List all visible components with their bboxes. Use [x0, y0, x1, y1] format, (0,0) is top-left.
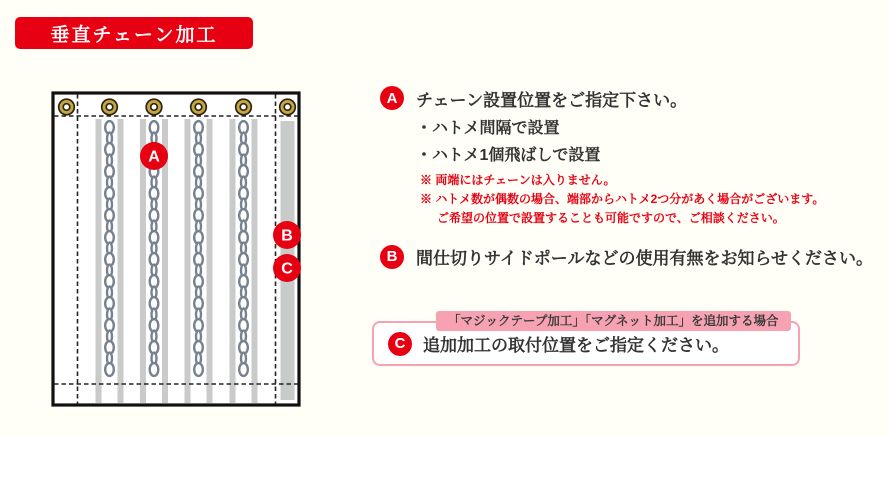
grommet-icon — [146, 99, 162, 115]
title-banner — [15, 17, 253, 49]
grommet-icon — [102, 99, 118, 115]
section-a-notes — [420, 171, 880, 228]
grommet-icon — [59, 99, 75, 115]
svg-text:B: B — [281, 227, 293, 245]
note-text: ※ ハトメ数が偶数の場合、端部からハトメ2つ分があく場合がございます。 — [420, 192, 825, 206]
annotation-section-a — [380, 86, 880, 228]
section-a-bullets — [416, 115, 880, 169]
chain-icon — [105, 121, 114, 376]
chain-icon — [194, 121, 203, 376]
note-text: ※ 両端にはチェーンは入りません。 — [420, 173, 616, 187]
bullet-item: ・ハトメ間隔で設置 — [416, 120, 560, 137]
grommet-icon — [191, 99, 207, 115]
svg-text:C: C — [281, 260, 293, 278]
curtain-outline — [53, 93, 299, 405]
section-c-heading: 追加加工の取付位置をご指定ください。 — [423, 336, 729, 355]
bullet-item: ・ハトメ1個飛ばしで設置 — [416, 147, 601, 164]
chain-icon — [239, 121, 248, 376]
section-b-heading: 間仕切りサイドポールなどの使用有無をお知らせください。 — [416, 249, 873, 268]
badge-a: A — [380, 86, 404, 110]
badge-c: C — [388, 332, 412, 356]
diagram-badge-a — [140, 142, 168, 170]
svg-text:A: A — [148, 148, 160, 166]
grommet-icon — [280, 99, 296, 115]
annotation-section-b — [380, 244, 873, 269]
section-c-tab-label: 「マジックテープ加工」「マグネット加工」を追加する場合 — [436, 311, 791, 331]
badge-b: B — [380, 245, 404, 269]
section-a-heading: チェーン設置位置をご指定下さい。 — [416, 90, 688, 110]
curtain-diagram — [50, 90, 302, 408]
diagram-badge-c — [273, 254, 301, 282]
grommet-icon — [236, 99, 252, 115]
page-title: 垂直チェーン加工 — [50, 24, 218, 46]
note-text: ご希望の位置で設置することも可能ですので、ご相談ください。 — [437, 211, 785, 225]
diagram-badge-b — [273, 221, 301, 249]
annotation-section-c — [372, 314, 800, 366]
